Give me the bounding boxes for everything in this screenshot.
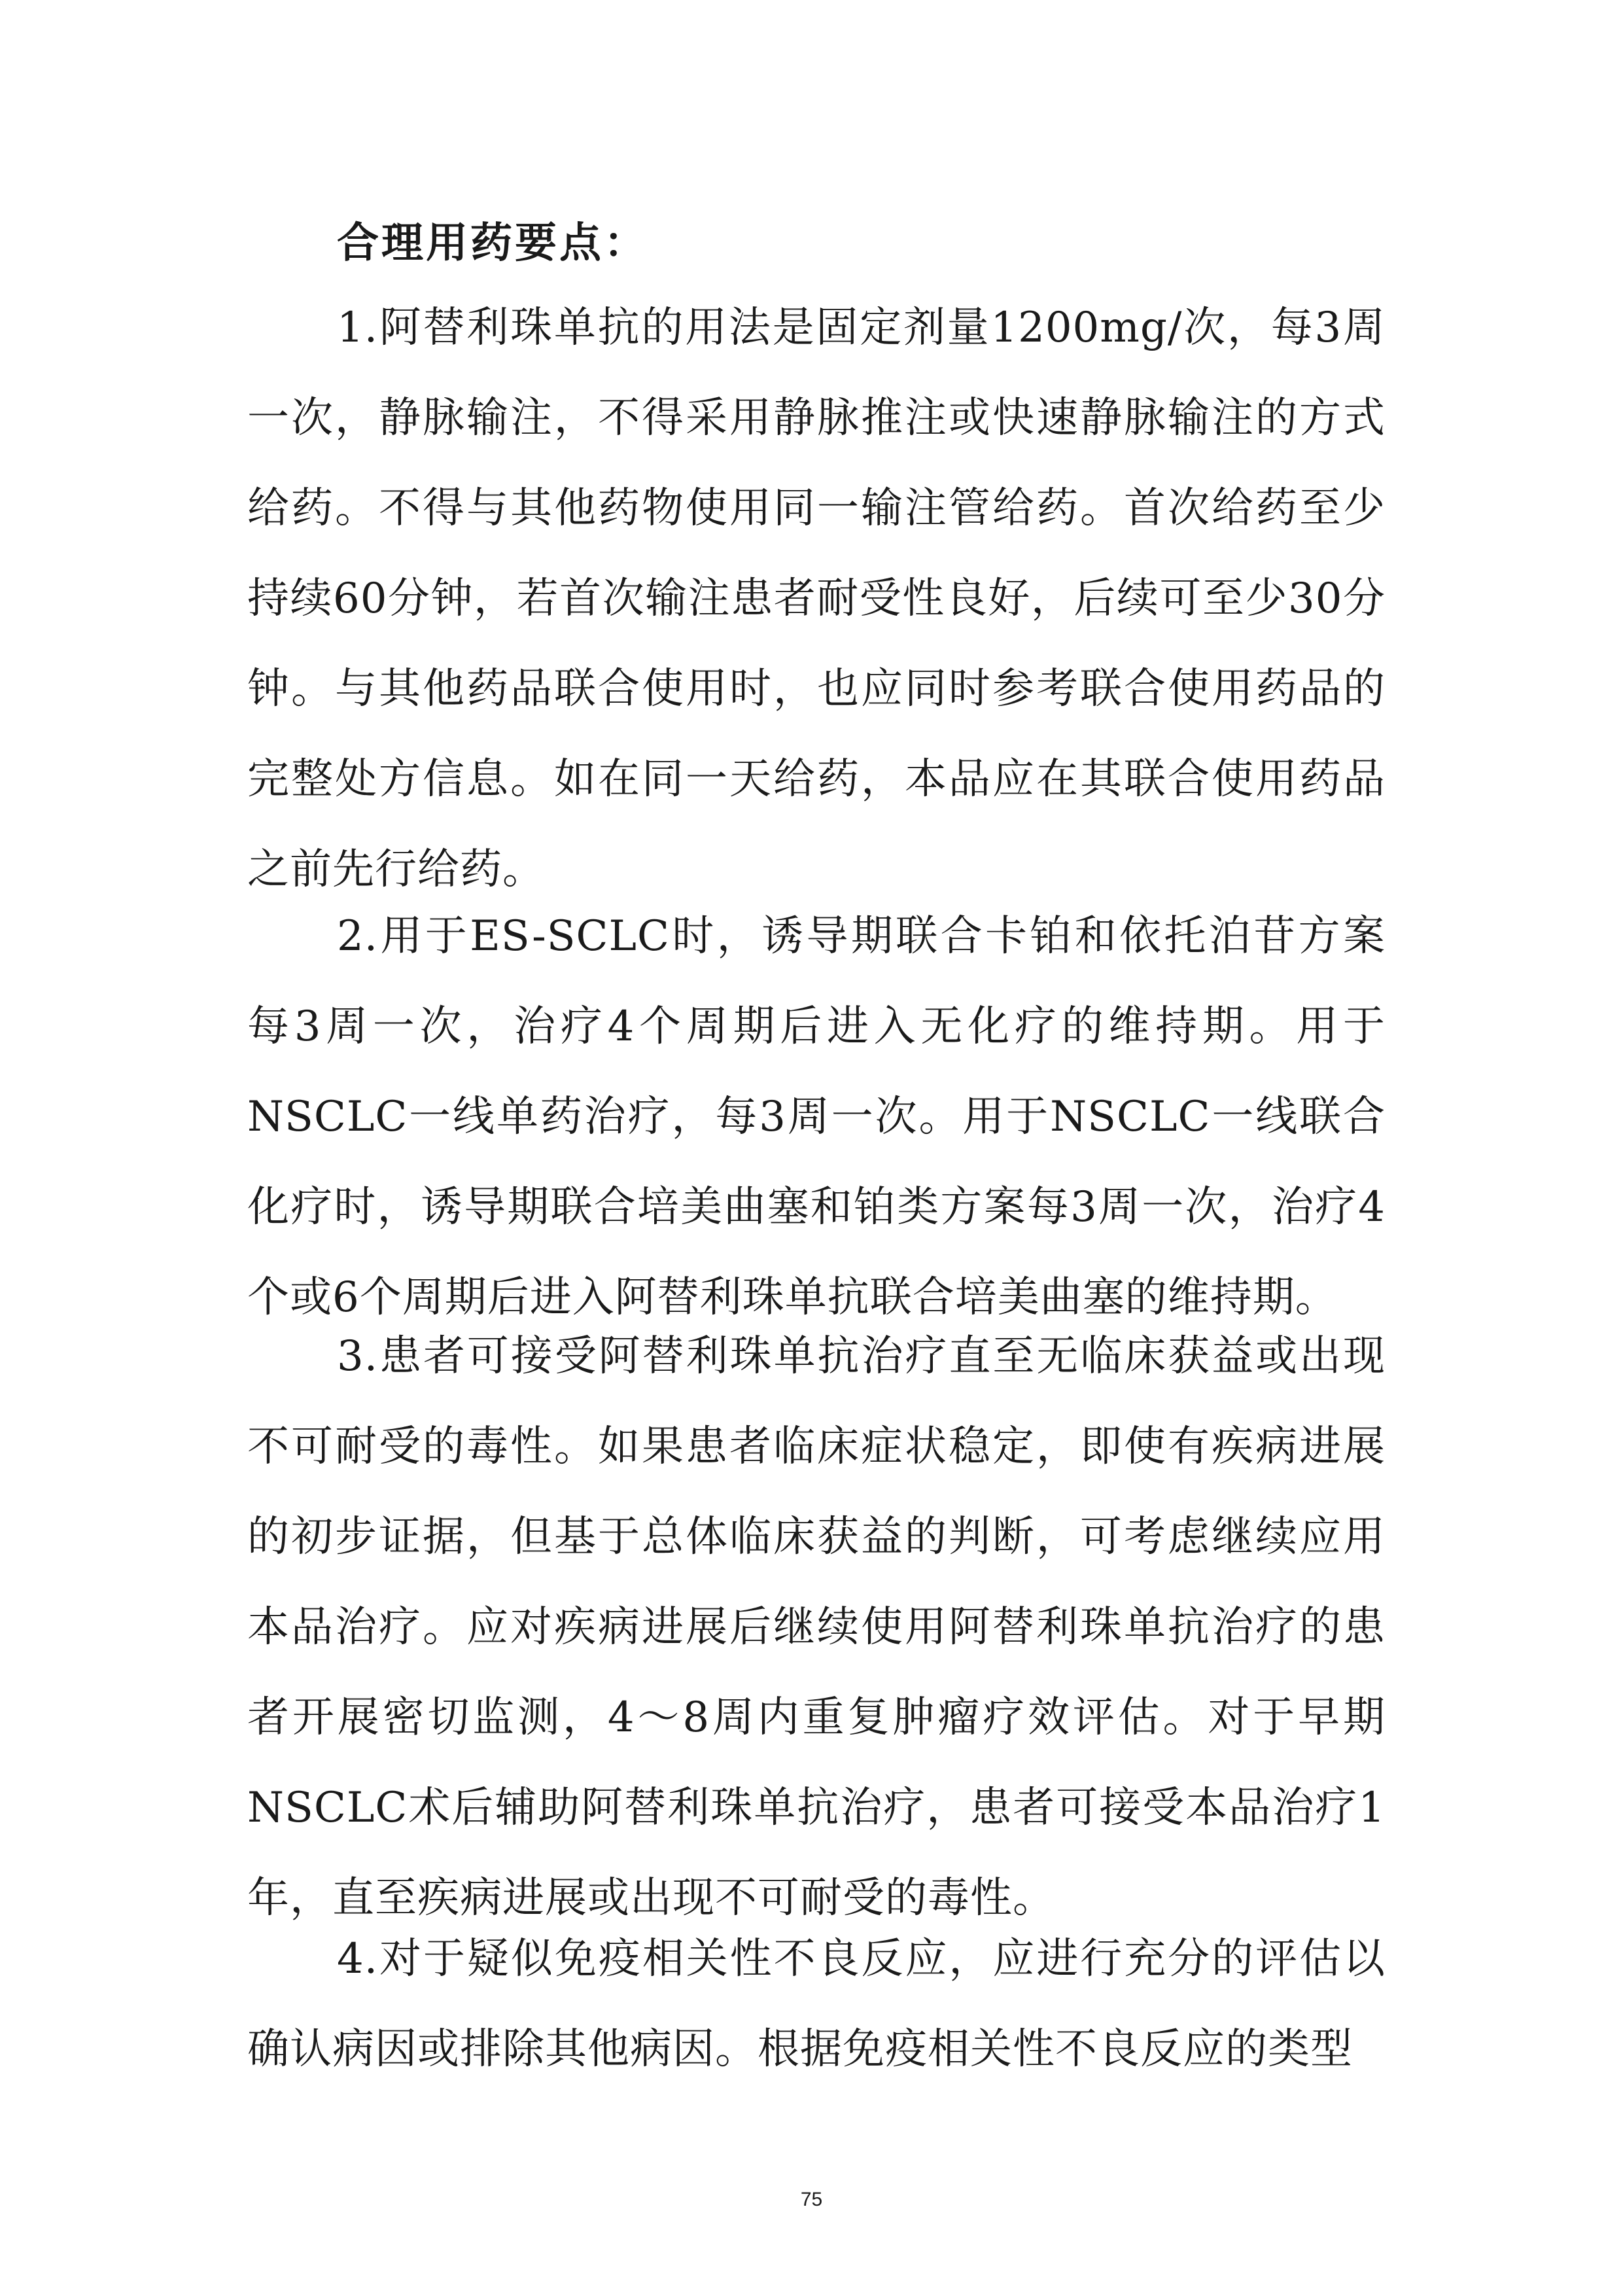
- paragraph-2: 2.用于ES-SCLC时，诱导期联合卡铂和依托泊苷方案每3周一次，治疗4个周期后进入无化疗的维持期。用于NSCLC一线单药治疗，每3周一次。用于NSCLC一线联合化疗时，诱导期联合培美曲塞和铂类方案每3周一次，治疗4个或6个周期后进入阿替利珠单抗联合培美曲塞的维持期。: [247, 912, 1386, 1322]
- paragraph-3: 3.患者可接受阿替利珠单抗治疗直至无临床获益或出现不可耐受的毒性。如果患者临床症状稳定，即使有疾病进展的初步证据，但基于总体临床获益的判断，可考虑继续应用本品治疗。应对疾病进展后继续使用阿替利珠单抗治疗的患者开展密切监测，4～8周内重复肿瘤疗效评估。对于早期NSCLC术后辅助阿替利珠单抗治疗，患者可接受本品治疗1年，直至疾病进展或出现不可耐受的毒性。: [247, 1332, 1386, 1922]
- paragraph-4: 4.对于疑似免疫相关性不良反应，应进行充分的评估以确认病因或排除其他病因。根据免疫相关性不良反应的类型: [247, 1935, 1386, 2074]
- section-heading: 合理用药要点：: [337, 219, 648, 268]
- page-number: 75: [800, 2189, 823, 2210]
- paragraph-1: 1.阿替利珠单抗的用法是固定剂量1200mg/次，每3周一次，静脉输注，不得采用静脉推注或快速静脉输注的方式给药。不得与其他药物使用同一输注管给药。首次给药至少持续60分钟，若首次输注患者耐受性良好，后续可至少30分钟。与其他药品联合使用时，也应同时参考联合使用药品的完整处方信息。如在同一天给药，本品应在其联合使用药品之前先行给药。: [247, 304, 1386, 894]
